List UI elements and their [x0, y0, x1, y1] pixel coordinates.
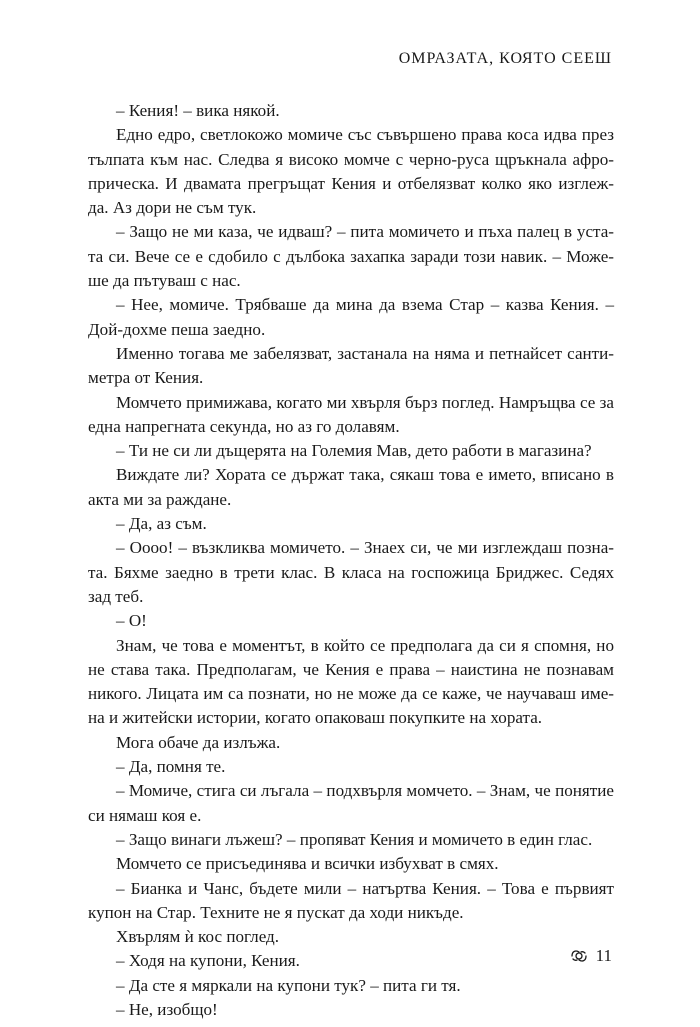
paragraph: Виждате ли? Хората се държат така, сякаш това е името, вписано в акта ми за раждане. [88, 465, 614, 509]
paragraph: – Защо не ми каза, че идваш? – пита момичето и пъха палец в уста-та си. Вече се е сдобило с дълбока захапка заради този навик. – Може-ше да пътуваш с нас. [88, 222, 614, 291]
paragraph: Едно едро, светлокожо момиче със съвършено права коса идва през тълпата към нас. Следва я високо момче с черно-руса щръкнала афро-прическа. И двамата прегръщат Кения и отбелязват колко яко изглеж-да. Аз дори не съм тук. [88, 125, 614, 218]
paragraph: Знам, че това е моментът, в който се предполага да си я спомня, но не става така. Предполагам, че Кения е права – наистина не познавам никого. Лицата им са познати, но не може да се каже, че научаваш име-на и житейски истории, когато опаковаш покупките на хората. [88, 635, 614, 728]
paragraph: – Ходя на купони, Кения. [116, 951, 300, 971]
paragraph: – Да сте я мяркали на купони тук? – пита ги тя. [116, 975, 461, 995]
paragraph: – О! [116, 611, 147, 631]
paragraph: Хвърлям ѝ кос поглед. [116, 927, 280, 947]
page-footer [570, 946, 612, 966]
paragraph: – Не, изобщо! [116, 999, 218, 1019]
paragraph: – Защо винаги лъжеш? – пропяват Кения и момичето в един глас. [116, 829, 593, 849]
running-header: ОМРАЗАТА, КОЯТО СЕЕШ [398, 50, 612, 67]
flourish-ornament-icon [570, 947, 588, 965]
paragraph: – Момиче, стига си лъгала – подхвърля момчето. – Знам, че понятие си нямаш коя е. [88, 781, 614, 825]
paragraph: – Оооо! – възкликва момичето. – Знаех си, че ми изглеждаш позна-та. Бяхме заедно в трети клас. В класа на госпожица Бриджес. Седях зад теб. [88, 538, 614, 606]
paragraph: Именно тогава ме забелязват, застанала на няма и петнайсет санти-метра от Кения. [88, 343, 614, 388]
paragraph: – Ти не си ли дъщерята на Големия Мав, дето работи в магазина? [116, 441, 592, 461]
paragraph: Мога обаче да излъжа. [116, 732, 281, 752]
paragraph: – Бианка и Чанс, бъдете мили – натъртва Кения. – Това е първият купон на Стар. Техните не я пускат да ходи никъде. [88, 878, 614, 922]
body-text [88, 99, 614, 1022]
paragraph: – Нее, момиче. Трябваше да мина да взема Стар – казва Кения. – Дой-дохме пеша заедно. [88, 295, 614, 339]
paragraph: – Да, помня те. [116, 757, 226, 777]
page-number: 11 [595, 946, 612, 965]
paragraph: Момчето примижава, когато ми хвърля бърз поглед. Намръщва се за една напрегната секунда, но аз го долавям. [88, 392, 614, 436]
paragraph: – Кения! – вика някой. [116, 101, 280, 120]
paragraph: Момчето се присъединява и всички избухват в смях. [116, 854, 499, 874]
paragraph: – Да, аз съм. [116, 514, 207, 534]
